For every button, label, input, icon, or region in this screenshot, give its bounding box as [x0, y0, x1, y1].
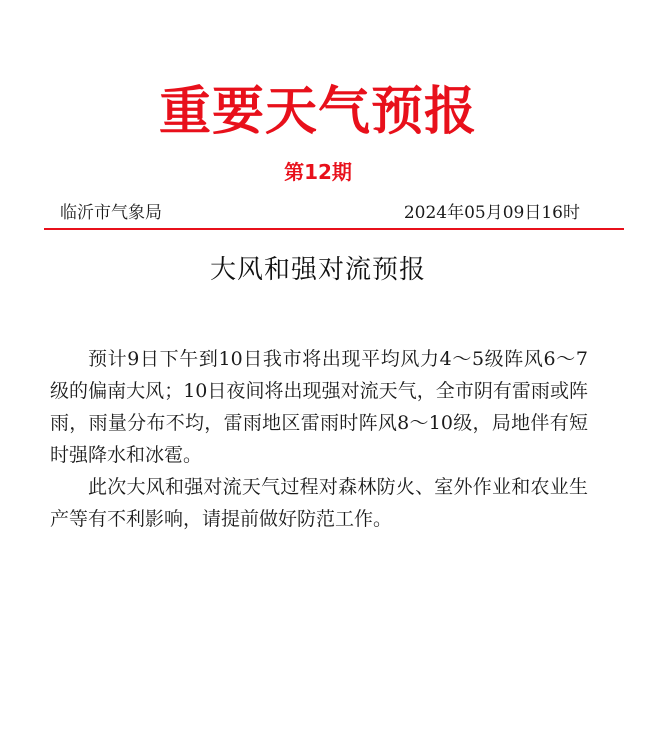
meta-row	[60, 199, 580, 227]
masthead-title: 重要天气预报	[158, 82, 477, 142]
body-paragraph-1: 预计9日下午到10日我市将出现平均风力4～5级阵风6～7级的偏南大风；10日夜间将出现强对流天气，全市阴有雷雨或阵雨，雨量分布不均，雷雨地区雷雨时阵风8～10级，局地伴有短时强降水和冰雹。	[50, 348, 588, 466]
issue-datetime: 2024年05月09日16时	[403, 203, 580, 223]
issue-number: 第12期	[284, 160, 352, 184]
body-paragraph-2: 此次大风和强对流天气过程对森林防火、室外作业和农业生产等有不利影响，请提前做好防范工作。	[50, 476, 588, 530]
document-title: 大风和强对流预报	[209, 255, 426, 285]
issuing-organization: 临沂市气象局	[60, 203, 162, 223]
header-divider	[44, 228, 624, 230]
document-body	[50, 343, 588, 535]
